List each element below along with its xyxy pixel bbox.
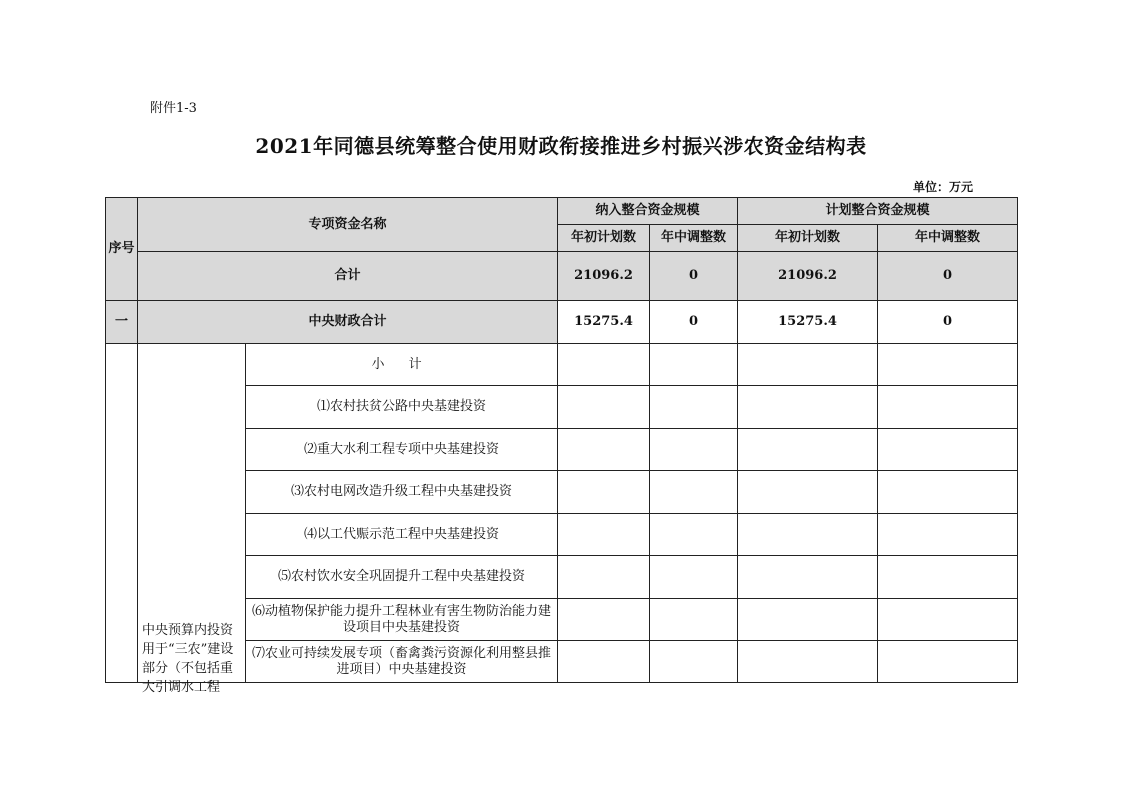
total-value: 21096.2 — [738, 252, 878, 301]
subtotal-label: 小 计 — [246, 344, 558, 386]
item-label: ⑵重大水利工程专项中央基建投资 — [246, 429, 558, 471]
category-cell — [138, 344, 246, 695]
central-value: 15275.4 — [558, 301, 650, 344]
total-value: 0 — [650, 252, 738, 301]
value-cell — [878, 514, 1018, 556]
central-value: 15275.4 — [738, 301, 878, 344]
item-label: ⑶农村电网改造升级工程中央基建投资 — [246, 471, 558, 514]
value-cell — [650, 514, 738, 556]
value-cell — [878, 429, 1018, 471]
header-included-scale: 纳入整合资金规模 — [558, 198, 738, 225]
document-title: 2021年同德县统筹整合使用财政衔接推进乡村振兴涉农资金结构表 — [255, 134, 867, 158]
header-planned-adjust: 年中调整数 — [878, 225, 1018, 252]
item-label: ⑸农村饮水安全巩固提升工程中央基建投资 — [246, 556, 558, 599]
item-label: ⑴农村扶贫公路中央基建投资 — [246, 386, 558, 429]
value-cell — [738, 599, 878, 641]
value-cell — [558, 514, 650, 556]
header-planned-scale: 计划整合资金规模 — [738, 198, 1018, 225]
item-label: ⑹动植物保护能力提升工程林业有害生物防治能力建设项目中央基建投资 — [246, 599, 558, 641]
central-value: 0 — [650, 301, 738, 344]
item-label: ⑷以工代赈示范工程中央基建投资 — [246, 514, 558, 556]
value-cell — [738, 429, 878, 471]
attachment-label: 附件1-3 — [150, 101, 197, 116]
empty-seq-cell — [106, 344, 138, 683]
value-cell — [650, 599, 738, 641]
value-cell — [738, 344, 878, 386]
central-value: 0 — [878, 301, 1018, 344]
value-cell — [558, 471, 650, 514]
value-cell — [558, 429, 650, 471]
fund-structure-table — [105, 197, 1018, 695]
header-included-adjust: 年中调整数 — [650, 225, 738, 252]
central-label: 中央财政合计 — [138, 301, 558, 344]
header-seq: 序号 — [106, 198, 138, 301]
value-cell — [878, 471, 1018, 514]
value-cell — [738, 556, 878, 599]
value-cell — [650, 641, 738, 683]
value-cell — [878, 556, 1018, 599]
value-cell — [878, 344, 1018, 386]
total-value: 0 — [878, 252, 1018, 301]
total-label: 合计 — [138, 252, 558, 301]
value-cell — [650, 344, 738, 386]
value-cell — [650, 386, 738, 429]
central-seq: 一 — [106, 301, 138, 344]
value-cell — [558, 556, 650, 599]
header-fund-name: 专项资金名称 — [138, 198, 558, 252]
header-planned-initial: 年初计划数 — [738, 225, 878, 252]
total-value: 21096.2 — [558, 252, 650, 301]
value-cell — [878, 386, 1018, 429]
value-cell — [558, 386, 650, 429]
central-row — [106, 301, 1018, 344]
value-cell — [558, 641, 650, 683]
value-cell — [738, 514, 878, 556]
value-cell — [738, 386, 878, 429]
value-cell — [650, 556, 738, 599]
value-cell — [650, 429, 738, 471]
header-included-initial: 年初计划数 — [558, 225, 650, 252]
value-cell — [738, 471, 878, 514]
value-cell — [738, 641, 878, 683]
value-cell — [558, 599, 650, 641]
value-cell — [878, 641, 1018, 683]
value-cell — [878, 599, 1018, 641]
item-label: ⑺农业可持续发展专项（畜禽粪污资源化利用整县推进项目）中央基建投资 — [246, 641, 558, 683]
total-row — [106, 252, 1018, 301]
value-cell — [650, 471, 738, 514]
subtotal-row — [106, 344, 1018, 386]
category-label: 中央预算内投资用于“三农”建设部分（不包括重大引调水工程 — [142, 623, 234, 695]
unit-label: 单位：万元 — [913, 180, 974, 194]
value-cell — [558, 344, 650, 386]
